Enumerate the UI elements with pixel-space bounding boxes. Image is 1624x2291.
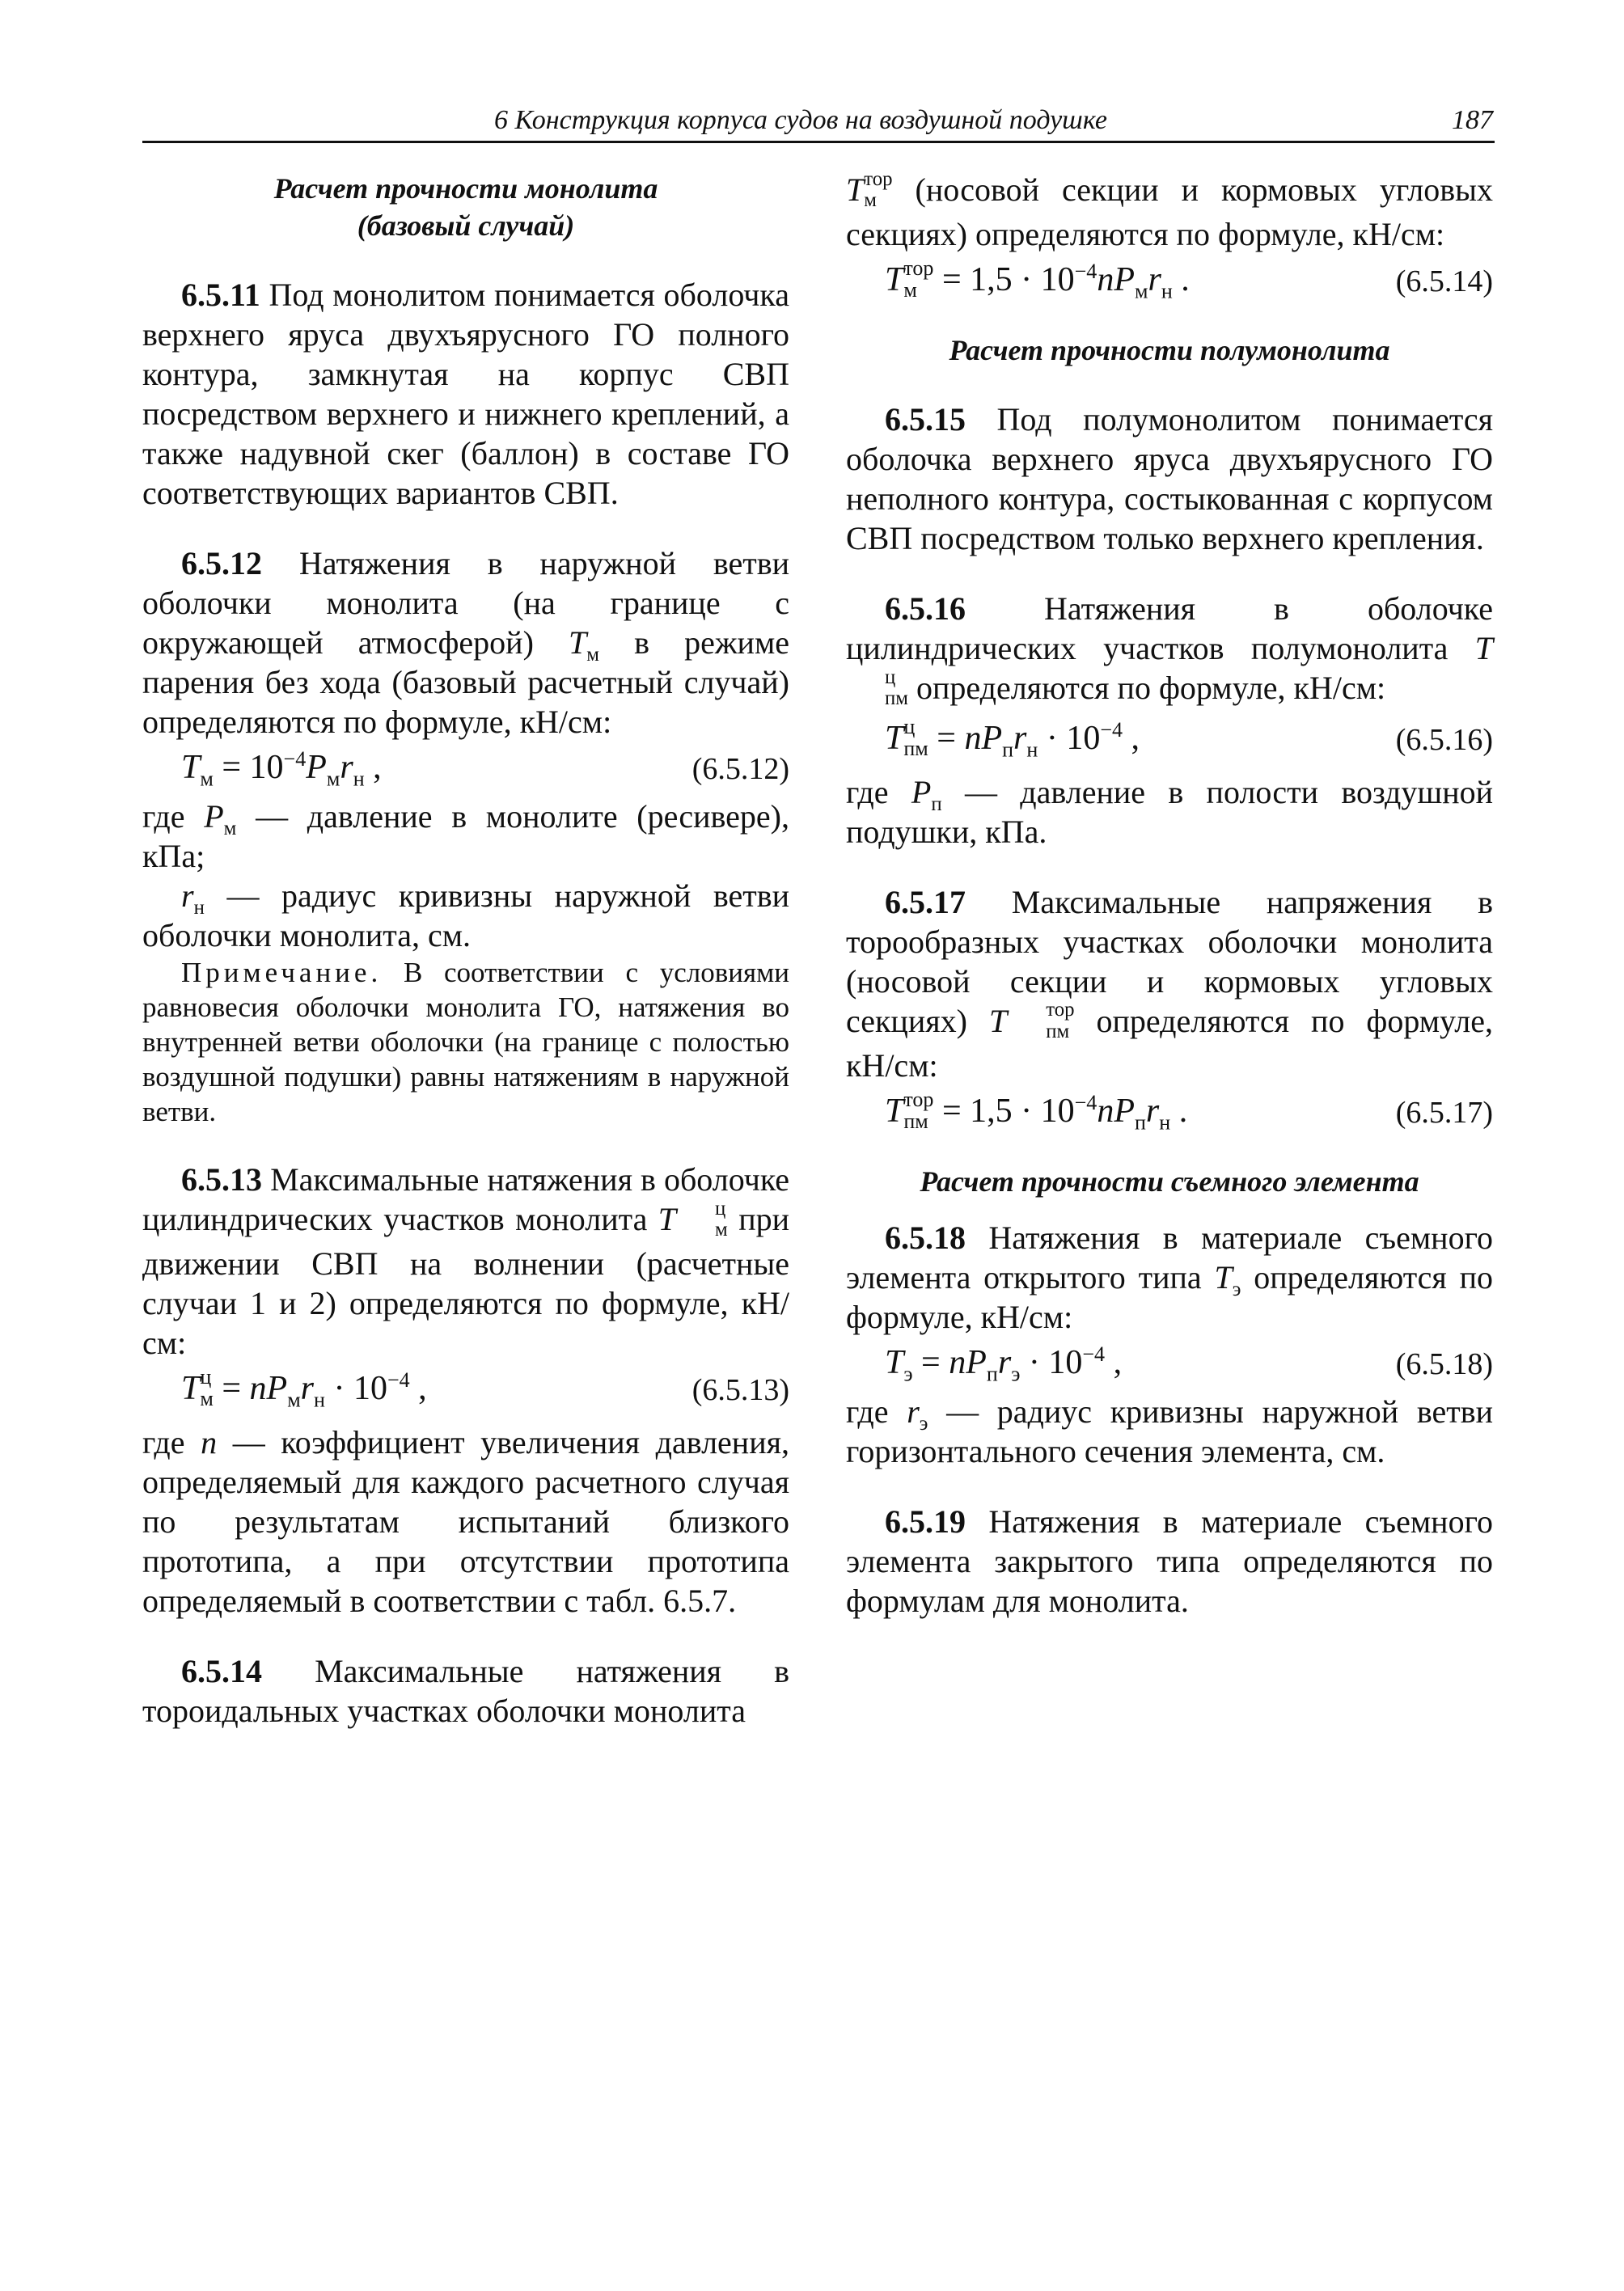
section-heading-semimonolith: Расчет прочности полумонолита (949, 333, 1390, 366)
formula-6-5-13: T ц м = $nP_мr_н \cdot 10^{-4}$ , (6.5.13) (181, 1364, 789, 1412)
clause-6-5-14: 6.5.14 Максимальные натяжения в тороидальных участках оболочки монолита (142, 1652, 789, 1729)
where-6-5-12-pm: где $P_м$ — давление в монолите (ресивере), кПа; (142, 798, 790, 874)
where-6-5-13: где n — коэффициент увеличения давления, определяемый для каждого расчетного случая по результатам испытаний близкого прототипа, а при отсутствии прототипа определяемый в соответствии с табл. 6.5.7. (142, 1423, 790, 1619)
running-header (142, 104, 1495, 143)
equation-number: (6.5.18) (1395, 1346, 1493, 1381)
clause-6-5-19: 6.5.19 Натяжения в материале съемного элемента закрытого типа определяются по формулам для монолита. (846, 1503, 1493, 1619)
equation-number: (6.5.17) (1395, 1095, 1493, 1130)
page-number: 187 (1452, 105, 1493, 135)
formula-6-5-12: $T_м = 10^{-4}P_мr_н$ , (6.5.12) (181, 747, 789, 791)
equation-number: (6.5.14) (1395, 264, 1493, 298)
section-heading-removable-element: Расчет прочности съемного элемента (920, 1165, 1419, 1198)
clause-6-5-17: 6.5.17 Максимальные напряжения в торообразных участках оболочки монолита (носовой секции и кормовых угловых секциях) T тор пм определяются по формуле, кН/см: (846, 883, 1494, 1084)
formula-6-5-18: $T_э = nP_пr_э \cdot 10^{-4}$ , (6.5.18) (885, 1342, 1493, 1385)
clause-6-5-18: 6.5.18 Натяжения в материале съемного элемента открытого типа $T_э$ определяются по формуле, кН/см: (846, 1219, 1494, 1335)
clause-6-5-16: 6.5.16 Натяжения в оболочке цилиндрических участков полумонолита T ц пм определяются по формуле, кН/см: (846, 590, 1494, 709)
clause-6-5-14-continued: T тор м (носовой секции и кормовых угловых секциях) определяются по формуле, кН/см: (846, 167, 1493, 252)
where-6-5-18: где $r_э$ — радиус кривизны наружной ветви горизонтального сечения элемента, см. (846, 1393, 1494, 1469)
clause-6-5-15: 6.5.15 Под полумонолитом понимается оболочка верхнего яруса двухъярусного ГО неполного контура, состыкованная с корпусом СВП посредством только верхнего крепления. (846, 400, 1493, 556)
formula-6-5-16: T ц пм = $nP_пr_н \cdot 10^{-4}$ , (6.5.16) (885, 714, 1493, 762)
formula-6-5-17: T тор пм = $1,5 \cdot 10^{-4}nP_пr_н$ . (6.5.17) (885, 1087, 1493, 1134)
left-column (142, 170, 789, 1731)
equation-number: (6.5.13) (691, 1372, 789, 1407)
header-title: 6 Конструкция корпуса судов на воздушной подушке (494, 105, 1107, 135)
formula-6-5-14: T тор м = $1,5 \cdot 10^{-4}nP_мr_н$ . (6.5.14) (885, 256, 1493, 303)
where-6-5-12-rn: $r_н$ — радиус кривизны наружной ветви оболочки монолита, см. (142, 877, 790, 953)
note-block: Примечание. В соответствии с условиями равновесия оболочки монолита ГО, натяжения во внутренней ветви оболочки (на границе с полостью воздушной подушки) равны натяжениям в наружной ветви. (142, 957, 789, 1127)
clause-6-5-13: 6.5.13 Максимальные натяжения в оболочке цилиндрических участков монолита T ц м при движении СВП на волнении (расчетные случаи 1 и 2) определяются по формуле, кН/см: (142, 1161, 790, 1361)
where-6-5-16: где $P_п$ — давление в полости воздушной подушки, кПа. (846, 773, 1494, 850)
section-heading-monolith: Расчет прочности монолита (базовый случай) (273, 172, 658, 242)
right-column (846, 167, 1494, 1621)
equation-number: (6.5.12) (691, 752, 789, 786)
clause-6-5-12: 6.5.12 Натяжения в наружной ветви оболочки монолита (на границе с окружающей атмосферой) $T_м$ в режиме парения без хода (базовый расчетный случай) определяются по формуле, кН/см: (142, 545, 790, 740)
clause-6-5-11: 6.5.11 Под монолитом понимается оболочка верхнего яруса двухъярусного ГО полного контура, замкнутая на корпус СВП посредством верхнего и нижнего креплений, а также надувной скег (баллон) в составе ГО соответствующих вариантов СВП. (142, 277, 790, 511)
equation-number: (6.5.16) (1395, 722, 1493, 757)
